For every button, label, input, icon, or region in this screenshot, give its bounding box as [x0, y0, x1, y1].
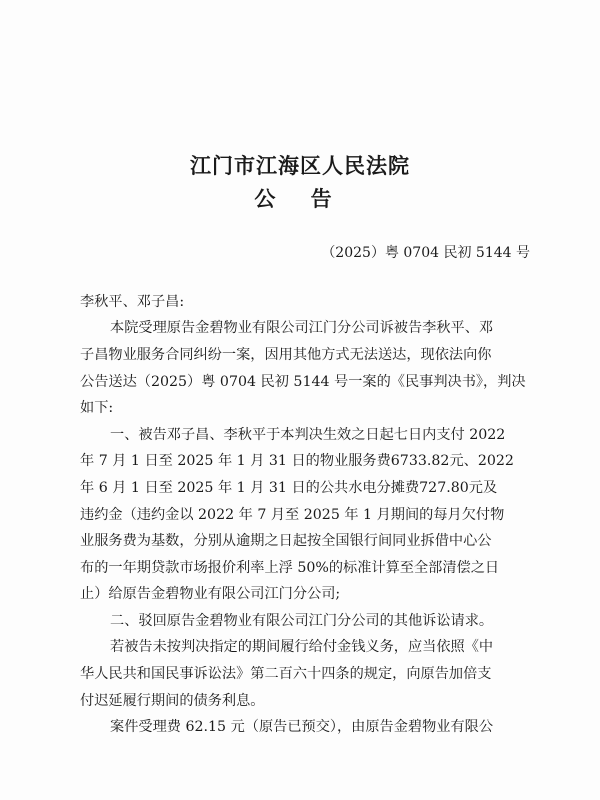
body-line: 华人民共和国民事诉讼法》第二百六十四条的规定，向原告加倍支 [80, 666, 492, 682]
body-line: 止）给原告金碧物业有限公司江门分公司; [80, 586, 341, 602]
body-line: 年 7 月 1 日至 2025 年 1 月 31 日的物业服务费6733.82元、2022 [80, 453, 514, 469]
body-line: 业服务费为基数，分别从逾期之日起按全国银行间同业拆借中心公 [80, 533, 492, 549]
body-line: 布的一年期贷款市场报价利率上浮 50%的标准计算至全部清偿之日 [80, 560, 500, 576]
body-line: 一、被告邓子昌、李秋平于本判决生效之日起七日内支付 2022 [110, 427, 506, 443]
document-title: 公 告 [254, 186, 346, 211]
case-number: （2025）粤 0704 民初 5144 号 [321, 245, 530, 261]
body-line: 违约金（违约金以 2022 年 7 月至 2025 年 1 月期间的每月欠付物 [80, 507, 505, 523]
body-line: 案件受理费 62.15 元（原告已预交），由原告金碧物业有限公 [110, 719, 494, 735]
body-line: 年 6 月 1 日至 2025 年 1 月 31 日的公共水电分摊费727.80元及 [80, 480, 498, 496]
body-line: 子昌物业服务合同纠纷一案，因用其他方式无法送达，现依法向你 [80, 347, 492, 363]
body-line: 本院受理原告金碧物业有限公司江门分公司诉被告李秋平、邓 [110, 320, 494, 336]
body-line: 公告送达（2025）粤 0704 民初 5144 号一案的《民事判决书》，判决 [80, 374, 526, 390]
body-line: 若被告未按判决指定的期间履行给付金钱义务，应当依照《中 [110, 639, 494, 655]
court-name: 江门市江海区人民法院 [190, 153, 410, 178]
addressee: 李秋平、邓子昌: [80, 294, 185, 310]
body-line: 二、驳回原告金碧物业有限公司江门分公司的其他诉讼请求。 [110, 613, 494, 629]
body-line: 如下: [80, 400, 114, 416]
body-line: 付迟延履行期间的债务利息。 [80, 693, 265, 709]
